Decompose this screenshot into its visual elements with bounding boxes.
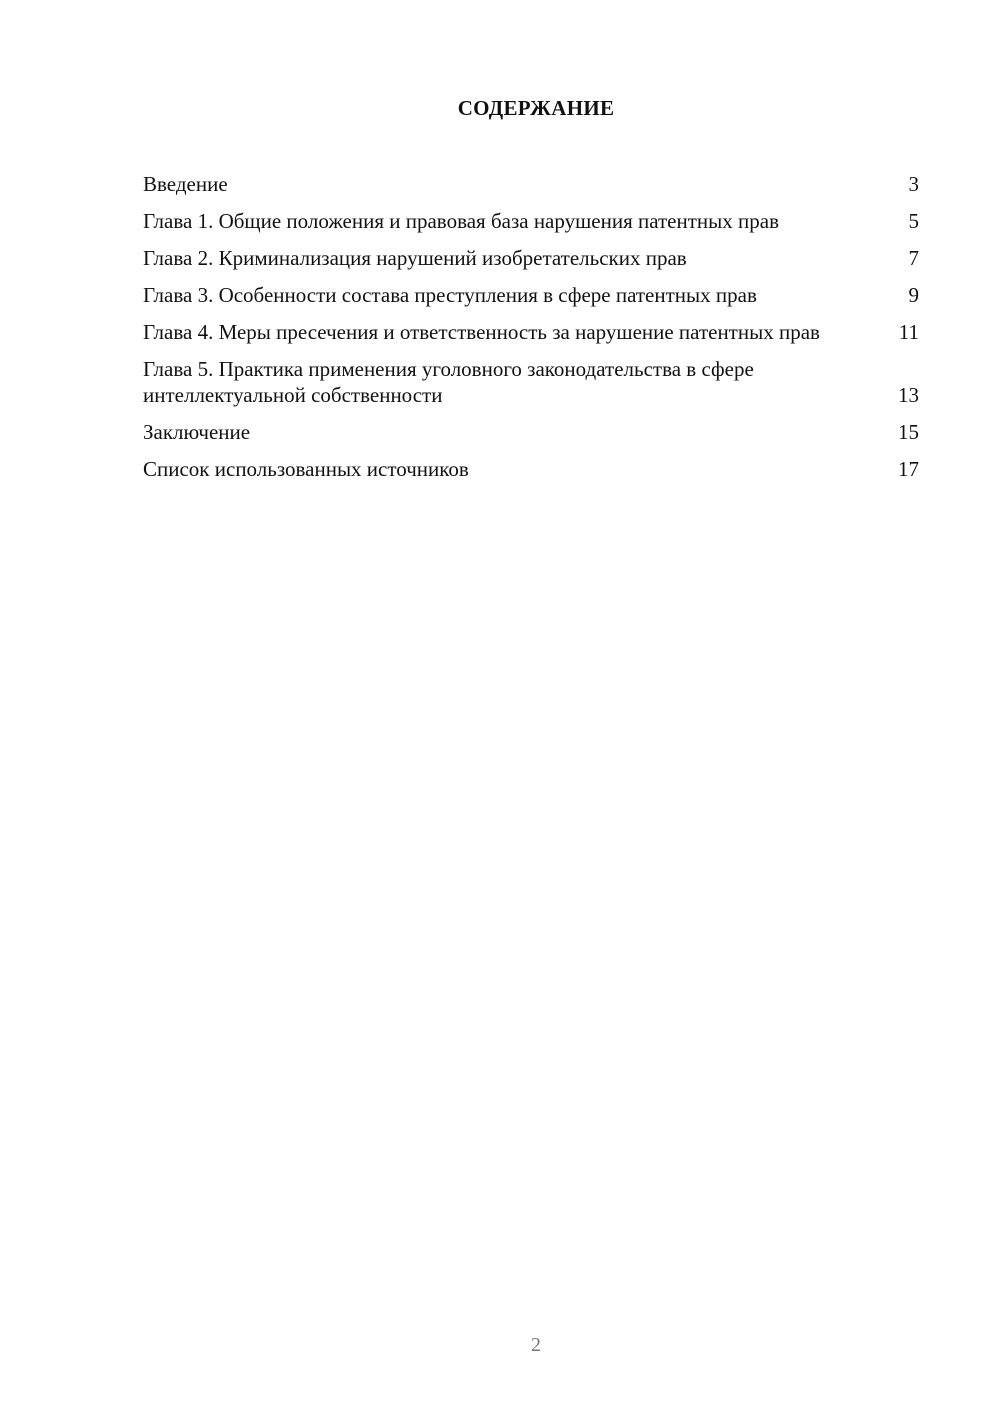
toc-entry-page: 3 bbox=[908, 172, 919, 196]
toc-entry-references bbox=[143, 456, 919, 482]
toc-entry-text: Глава 1. Общие положения и правовая база нарушения патентных прав bbox=[143, 209, 779, 233]
toc-entry-text: Введение bbox=[143, 172, 228, 196]
toc-entry-chapter-3 bbox=[143, 282, 919, 308]
toc-entry-chapter-5 bbox=[143, 356, 919, 408]
toc-entry-text: Глава 5. Практика применения уголовного законодательства в сфере интеллектуальной собственности bbox=[143, 357, 754, 407]
toc-entry-page: 5 bbox=[908, 209, 919, 233]
toc-entry-page: 11 bbox=[898, 320, 919, 344]
toc-entry-text: Заключение bbox=[143, 420, 251, 444]
toc-entry-text: Глава 3. Особенности состава преступления в сфере патентных прав bbox=[143, 283, 757, 307]
toc-entry-page: 9 bbox=[908, 283, 919, 307]
page-title: СОДЕРЖАНИЕ bbox=[457, 96, 615, 120]
table-of-contents bbox=[143, 171, 919, 493]
page-number: 2 bbox=[531, 1334, 541, 1356]
toc-entry-chapter-2 bbox=[143, 245, 919, 271]
toc-entry-page: 13 bbox=[898, 383, 919, 407]
toc-entry-text: Глава 2. Криминализация нарушений изобретательских прав bbox=[143, 246, 687, 270]
toc-entry-chapter-4 bbox=[143, 319, 919, 345]
toc-entry-page: 17 bbox=[898, 457, 919, 481]
toc-entry-chapter-1 bbox=[143, 208, 919, 234]
toc-entry-text: Глава 4. Меры пресечения и ответственность за нарушение патентных прав bbox=[143, 320, 820, 344]
toc-entry-introduction bbox=[143, 171, 919, 197]
toc-entry-text: Список использованных источников bbox=[143, 457, 469, 481]
toc-entry-page: 15 bbox=[898, 420, 919, 444]
toc-entry-page: 7 bbox=[908, 246, 919, 270]
toc-entry-conclusion bbox=[143, 419, 919, 445]
